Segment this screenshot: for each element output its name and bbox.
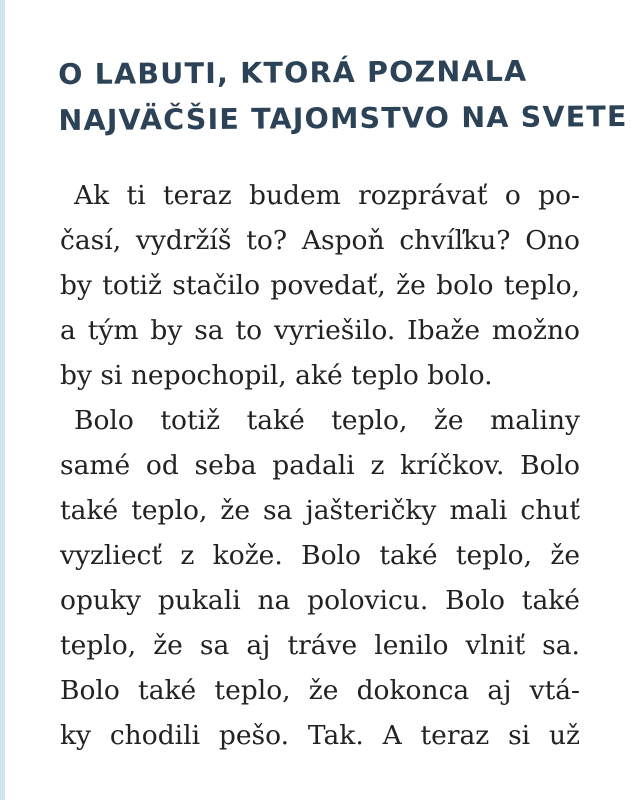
text-line: teplo, že sa aj tráve lenilo vlniť sa.: [60, 630, 580, 661]
text-line: opuky pukali na polovicu. Bolo také: [60, 585, 580, 616]
page-edge: [0, 0, 5, 800]
text-line: ky chodili pešo. Tak. A teraz si už: [60, 720, 580, 751]
text-line: časí, vydržíš to? Aspoň chvíľku? Ono: [60, 225, 580, 256]
text-line: vyzliecť z kože. Bolo také teplo, že: [60, 540, 580, 571]
chapter-title-line-1: O LABUTI, KTORÁ POZNALA: [58, 54, 528, 91]
chapter-title: [58, 48, 631, 144]
text-line: by si nepochopil, aké teplo bolo.: [60, 360, 493, 391]
text-line: samé od seba padali z kríčkov. Bolo: [60, 450, 580, 481]
text-line: Bolo totiž také teplo, že maliny: [74, 405, 580, 436]
body-text: [60, 173, 580, 758]
text-line: Bolo také teplo, že dokonca aj vtá-: [60, 675, 580, 706]
text-line: a tým by sa to vyriešilo. Ibaže možno: [60, 315, 580, 346]
chapter-title-line-2: NAJVÄČŠIE TAJOMSTVO NA SVETE: [58, 100, 628, 137]
text-line: také teplo, že sa jašteričky mali chuť: [60, 495, 580, 526]
text-line: Ak ti teraz budem rozprávať o po-: [74, 180, 580, 211]
text-line: by totiž stačilo povedať, že bolo teplo,: [60, 270, 580, 301]
